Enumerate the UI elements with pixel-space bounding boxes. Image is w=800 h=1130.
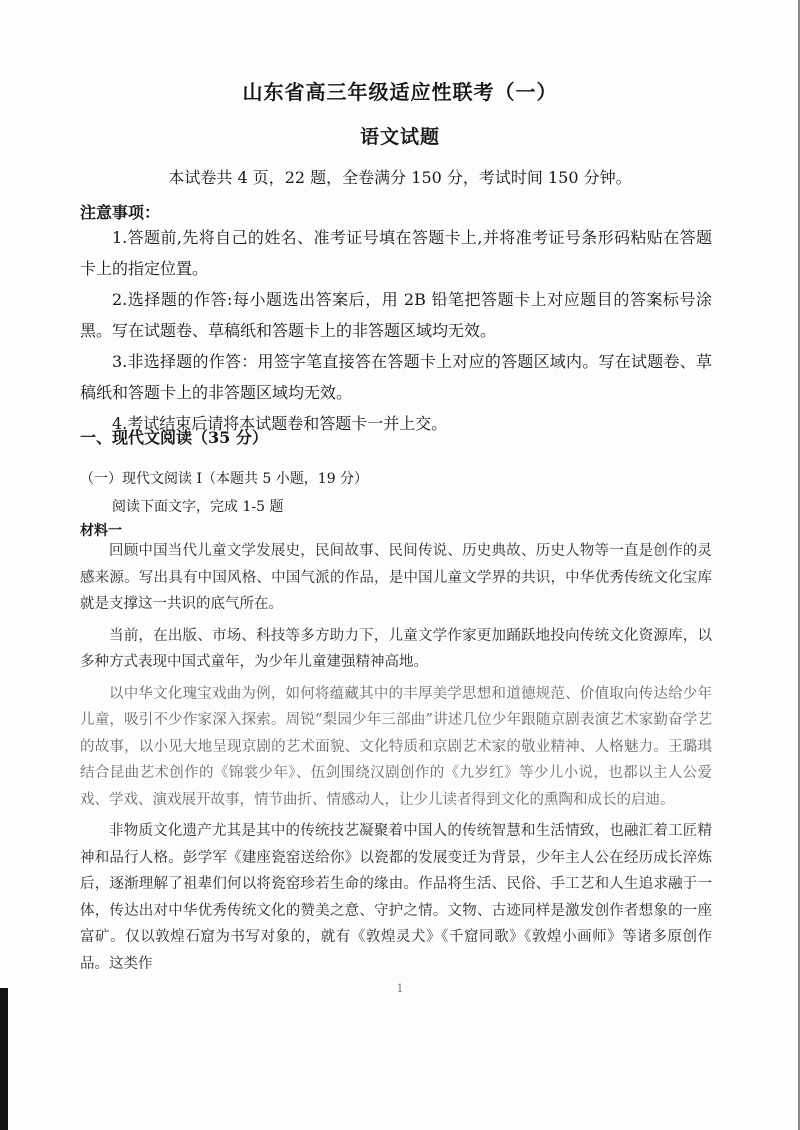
paragraph: 非物质文化遗产尤其是其中的传统技艺凝聚着中国人的传统智慧和生活情致，也融汇着工匠精神和品行人格。彭学军《建座瓷窑送给你》以瓷都的发展变迁为背景，少年主人公在经历成长淬炼后，逐渐理解了祖辈们何以将瓷窑珍若生命的缘由。作品将生活、民俗、手工艺和人生追求融于一体，传达出对中华优秀传统文化的赞美之意、守护之情。文物、古迹同样是激发创作者想象的一座富矿。仅以敦煌石窟为书写对象的，就有《敦煌灵犬》《千窟同歌》《敦煌小画师》等诸多原创作品。这类作 (80, 823, 712, 972)
notice-item: 2.选择题的作答:每小题选出答案后，用 2B 铅笔把答题卡上对应题目的答案标号涂黑。写在试题卷、草稿纸和答题卡上的非答题区域均无效。 (80, 290, 712, 340)
material-body (80, 538, 712, 982)
notice-list (80, 222, 712, 439)
notice-item: 4.考试结束后请将本试题卷和答题卡一并上交。 (112, 414, 448, 433)
subsection-title: （一）现代文阅读 I（本题共 5 小题，19 分） (80, 471, 369, 487)
paragraph: 回顾中国当代儿童文学发展史，民间故事、民间传说、历史典故、历史人物等一直是创作的灵感来源。写出具有中国风格、中国气派的作品，是中国儿童文学界的共识，中华优秀传统文化宝库就是支撑这一共识的底气所在。 (80, 543, 712, 612)
section-title: 一、现代文阅读（35 分） (80, 428, 268, 447)
scan-edge-left (0, 988, 8, 1130)
material-label: 材料一 (80, 523, 122, 539)
exam-meta: 本试卷共 4 页，22 题，全卷满分 150 分，考试时间 150 分钟。 (168, 168, 632, 187)
notice-item: 3.非选择题的作答：用签字笔直接答在答题卡上对应的答题区域内。写在试题卷、草稿纸和答题卡上的非答题区域均无效。 (80, 352, 712, 402)
exam-subtitle: 语文试题 (359, 126, 440, 148)
page-number: 1 (396, 982, 404, 995)
notice-heading: 注意事项： (80, 203, 161, 222)
paragraph: 以中华文化瑰宝戏曲为例，如何将蕴藏其中的丰厚美学思想和道德规范、价值取向传达给少年儿童，吸引不少作家深入探索。周锐“梨园少年三部曲”讲述几位少年跟随京剧表演艺术家勤奋学艺的故事，以小见大地呈现京剧的艺术面貌、文化特质和京剧艺术家的敬业精神、人格魅力。王璐琪结合昆曲艺术创作的《锦裳少年》、伍剑围绕汉剧创作的《九岁红》等少儿小说，也都以主人公爱戏、学戏、演戏展开故事，情节曲折、情感动人，让少儿读者得到文化的熏陶和成长的启迪。 (80, 685, 712, 808)
notice-item: 1.答题前,先将自己的姓名、准考证号填在答题卡上,并将准考证号条形码粘贴在答题卡上的指定位置。 (80, 228, 712, 278)
paragraph: 当前，在出版、市场、科技等多方助力下，儿童文学作家更加踊跃地投向传统文化资源库，以多种方式表现中国式童年，为少年儿童建强精神高地。 (80, 627, 712, 670)
exam-title: 山东省高三年级适应性联考（一） (242, 80, 558, 104)
reading-instruction: 阅读下面文字，完成 1-5 题 (112, 499, 284, 515)
